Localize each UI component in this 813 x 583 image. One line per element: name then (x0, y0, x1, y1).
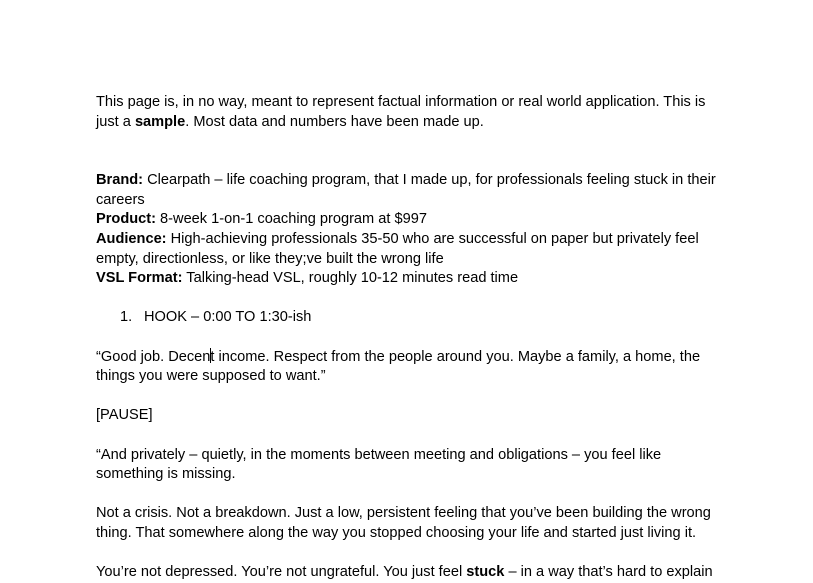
document-page (96, 93, 726, 583)
format-value: Talking-head VSL, roughly 10-12 minutes read time (182, 270, 519, 287)
brand-line (96, 171, 726, 210)
script-bold-word: stuck (466, 564, 505, 581)
brand-label: Brand: (96, 172, 144, 189)
script-paragraph-4 (96, 563, 726, 583)
product-label: Product: (96, 211, 156, 228)
script-text-1b: t income. Respect from the people around you. Maybe a family, a home, the things you were supposed to want.” (96, 348, 701, 385)
disclaimer-text-end: . Most data and numbers have been made up. (185, 113, 484, 130)
disclaimer-bold-word: sample (134, 113, 186, 130)
audience-line (96, 230, 726, 269)
script-text-4b: – in a way that’s hard to explain (504, 564, 713, 581)
disclaimer-text: This page is, in no way, meant to represent factual information or real world application. This is just a (96, 94, 706, 130)
script-paragraph-1[interactable] (96, 348, 726, 387)
section-number: 1. (120, 309, 133, 326)
product-value: 8-week 1-on-1 coaching program at $997 (156, 211, 427, 228)
pause-marker: [PAUSE] (96, 407, 153, 424)
format-label: VSL Format: (96, 270, 183, 287)
audience-value: High-achieving professionals 35-50 who are successful on paper but privately feel empty, directionless, or like they;ve built the wrong life (96, 230, 699, 267)
section-title: HOOK – 0:00 TO 1:30-ish (144, 309, 312, 326)
format-line (96, 269, 726, 289)
script-text-4a: You’re not depressed. You’re not ungrateful. You just feel (96, 564, 467, 581)
product-line (96, 210, 726, 230)
section-heading (96, 308, 726, 328)
script-paragraph-2: “And privately – quietly, in the moments between meeting and obligations – you feel like something is missing. (96, 446, 662, 483)
script-paragraph-3: Not a crisis. Not a breakdown. Just a low, persistent feeling that you’ve been building the wrong thing. That somewhere along the way you stopped choosing your life and started just living it. (96, 505, 711, 541)
script-text-1a: “Good job. Decen (96, 348, 211, 365)
brand-value: Clearpath – life coaching program, that I made up, for professionals feeling stuck in their careers (96, 172, 716, 208)
audience-label: Audience: (96, 230, 167, 247)
disclaimer-paragraph (96, 93, 726, 132)
